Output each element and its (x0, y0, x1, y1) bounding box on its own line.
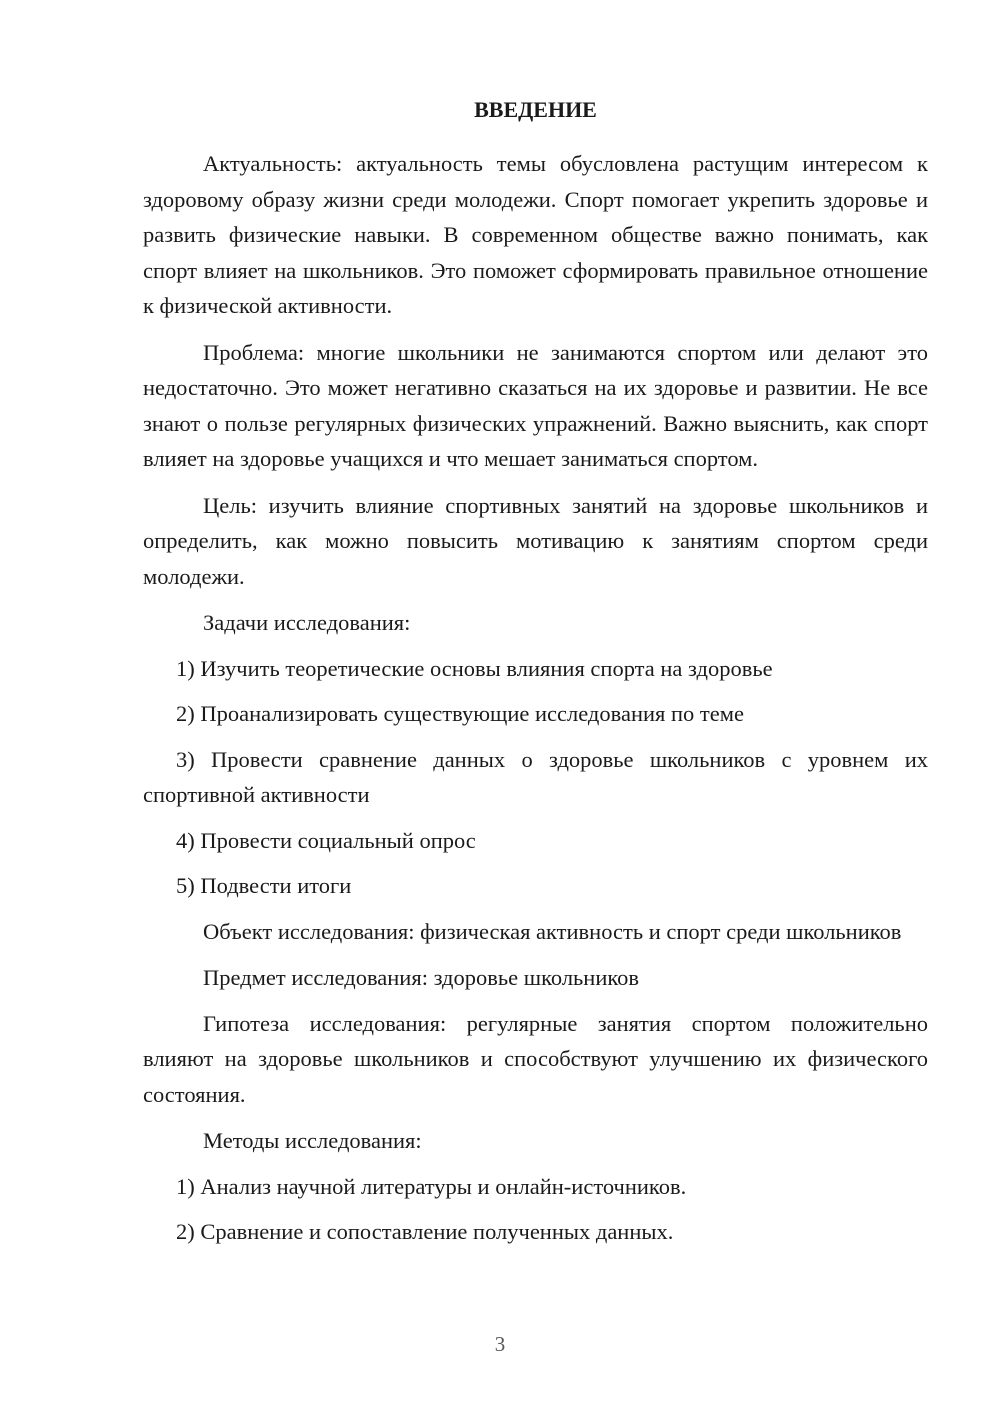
methods-heading: Методы исследования: (203, 1128, 422, 1153)
section-title: ВВЕДЕНИЕ (474, 97, 597, 122)
subject-paragraph: Предмет исследования: здоровье школьников (203, 965, 640, 990)
method-item-2: 2) Сравнение и сопоставление полученных данных. (176, 1219, 674, 1244)
hypothesis-paragraph: Гипотеза исследования: регулярные занятия спортом положительно влияют на здоровье школьников и способствуют улучшению их физического состояния. (143, 1010, 928, 1107)
tasks-heading: Задачи исследования: (203, 610, 411, 635)
task-item-5: 5) Подвести итоги (176, 873, 352, 898)
object-paragraph: Объект исследования: физическая активность и спорт среди школьников (203, 918, 902, 944)
task-item-2: 2) Проанализировать существующие исследования по теме (176, 701, 744, 726)
relevance-paragraph: Актуальность: актуальность темы обусловлена растущим интересом к здоровому образу жизни среди молодежи. Спорт помогает укрепить здоровье и развить физические навыки. В современном обществе важно понимать, как спорт влияет на школьников. Это поможет сформировать правильное отношение к физической активности. (143, 151, 928, 318)
document-page (143, 92, 928, 1260)
problem-paragraph: Проблема: многие школьники не занимаются спортом или делают это недостаточно. Это может негативно сказаться на их здоровье и развитии. Не все знают о пользе регулярных физических упражнений. Важно выяснить, как спорт влияет на здоровье учащихся и что мешает заниматься спортом. (143, 339, 928, 471)
task-item-4: 4) Провести социальный опрос (176, 827, 476, 853)
task-item-3: 3) Провести сравнение данных о здоровье школьников с уровнем их спортивной активности (143, 746, 928, 807)
method-item-1: 1) Анализ научной литературы и онлайн-источников. (176, 1173, 687, 1199)
goal-paragraph: Цель: изучить влияние спортивных занятий на здоровье школьников и определить, как можно повысить мотивацию к занятиям спортом среди молодежи. (143, 492, 928, 589)
task-item-1: 1) Изучить теоретические основы влияния спорта на здоровье (176, 655, 773, 681)
page-number: 3 (494, 1332, 506, 1356)
